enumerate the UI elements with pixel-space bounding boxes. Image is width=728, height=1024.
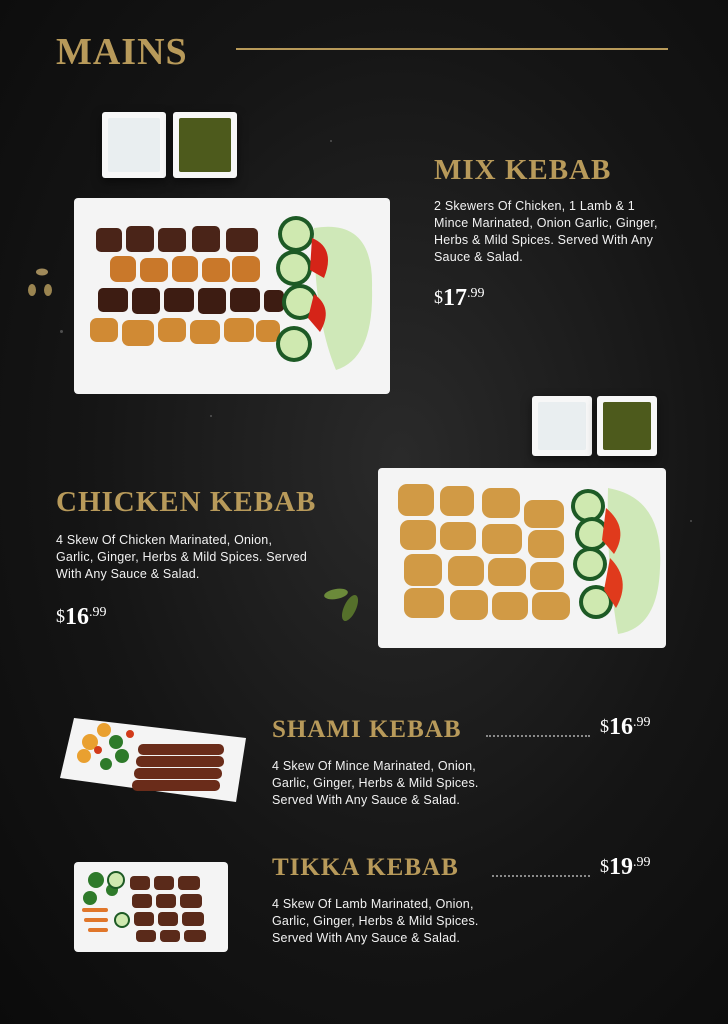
chicken-kebab-description: 4 Skew Of Chicken Marinated, Onion, Garlic, Ginger, Herbs & Mild Spices. Served With Any Sauce & Salad.	[56, 533, 308, 581]
tikka-kebab-title: TIKKA KEBAB	[272, 854, 459, 881]
chicken-kebab-title: CHICKEN KEBAB	[56, 486, 317, 518]
mix-kebab-plate-photo	[74, 198, 390, 394]
tikka-kebab-plate-photo	[74, 862, 228, 952]
chicken-kebab-plate-photo	[378, 468, 666, 648]
tikka-kebab-price: $19.99	[600, 854, 651, 880]
bay-leaf-icon	[322, 584, 364, 629]
shami-kebab-plate-photo	[60, 712, 248, 802]
chicken-kebab-price: $16.99	[56, 604, 107, 630]
mint-sauce-bowl	[173, 112, 237, 178]
mix-kebab-description: 2 Skewers Of Chicken, 1 Lamb & 1 Mince Marinated, Onion Garlic, Ginger, Herbs & Mild Spices. Served With Any Sauce & Salad.	[434, 199, 658, 264]
shami-kebab-title: SHAMI KEBAB	[272, 716, 462, 743]
cardamom-pods	[26, 266, 58, 305]
shami-kebab-price: $16.99	[600, 714, 651, 740]
section-title: MAINS	[56, 31, 188, 73]
mix-kebab-title: MIX KEBAB	[434, 154, 612, 186]
shami-kebab-leader-dots	[486, 735, 590, 737]
tikka-kebab-leader-dots	[492, 875, 590, 877]
shami-kebab-plate-illustration	[60, 712, 248, 802]
mix-kebab-price: $17.99	[434, 285, 485, 311]
mix-kebab-plate-illustration	[74, 198, 390, 394]
shami-kebab-description: 4 Skew Of Mince Marinated, Onion, Garlic, Ginger, Herbs & Mild Spices. Served With Any Sauce & Salad.	[272, 759, 479, 807]
tikka-kebab-description: 4 Skew Of Lamb Marinated, Onion, Garlic, Ginger, Herbs & Mild Spices. Served With Any Sauce & Salad.	[272, 897, 479, 945]
yogurt-sauce-bowl	[102, 112, 166, 178]
mint-sauce-bowl-2	[597, 396, 657, 456]
yogurt-sauce-bowl-2	[532, 396, 592, 456]
header-rule	[236, 48, 668, 50]
chicken-kebab-plate-illustration	[378, 468, 666, 648]
tikka-kebab-plate-illustration	[74, 862, 228, 952]
